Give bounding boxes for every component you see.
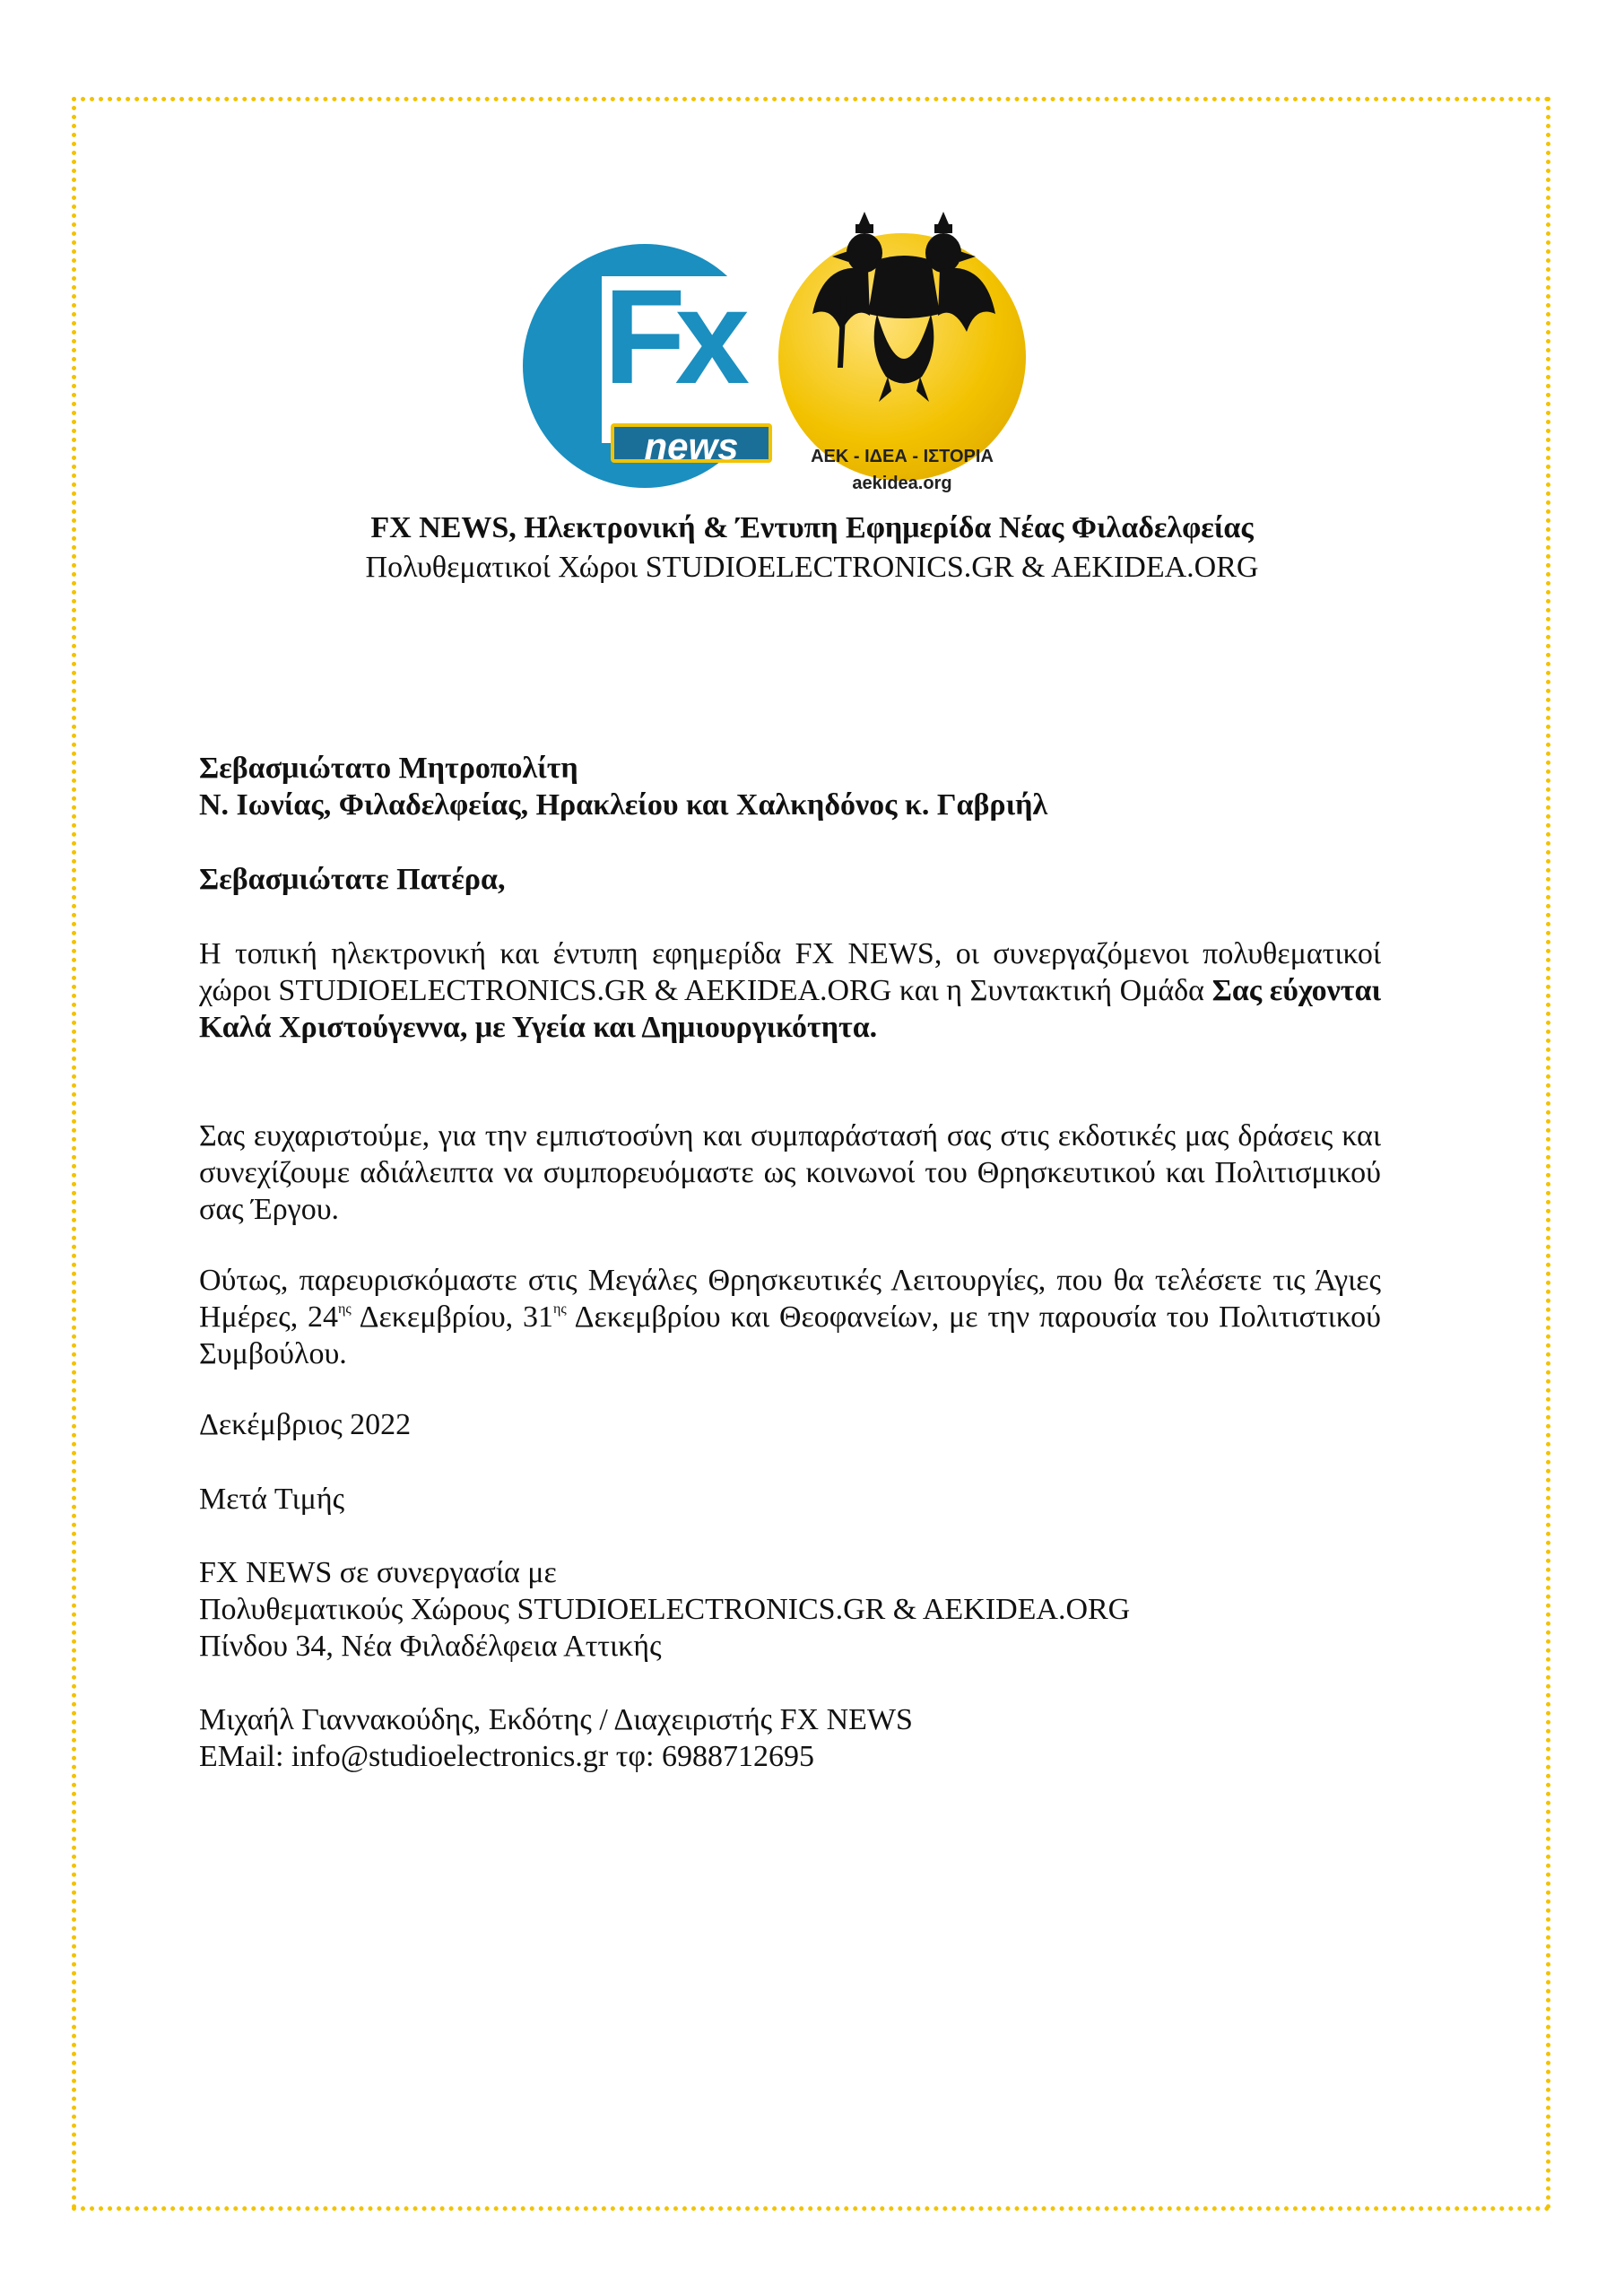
signature-line: FX NEWS σε συνεργασία με bbox=[199, 1556, 557, 1589]
paragraph-wishes-text bbox=[199, 935, 1381, 1046]
fx-logo-news-label: news bbox=[611, 423, 772, 463]
closing-text: Μετά Τιμής bbox=[199, 1483, 345, 1516]
paragraph-wishes bbox=[199, 935, 1381, 1046]
fx-news-logo bbox=[523, 244, 767, 488]
ordinal-suffix: ης bbox=[338, 1301, 352, 1317]
paragraph-attendance-text bbox=[199, 1262, 1381, 1372]
header-logos bbox=[523, 197, 1043, 493]
contact-line: Μιχαήλ Γιαννακούδης, Εκδότης / Διαχειριστής FX NEWS bbox=[199, 1703, 913, 1736]
paragraph-attendance bbox=[199, 1262, 1381, 1372]
recipient-block bbox=[199, 750, 1381, 823]
recipient-line: Σεβασμιώτατο Μητροπολίτη bbox=[199, 752, 578, 785]
attendance-text-part: Ούτως, παρευρισκόμαστε στις Μεγάλες Θρησκευτικές Λειτουργίες, που θα τελέσετε τις Άγιες Ημέρες, 24 bbox=[199, 1264, 1381, 1334]
aek-idea-logo bbox=[778, 197, 1029, 493]
attendance-text-part: Δεκεμβρίου, 31 bbox=[351, 1300, 553, 1334]
recipient-line: Ν. Ιωνίας, Φιλαδελφείας, Ηρακλείου και Χαλκηδόνος κ. Γαβριήλ bbox=[199, 788, 1048, 822]
contact-block bbox=[199, 1701, 1381, 1775]
signature-line: Πίνδου 34, Νέα Φιλαδέλφεια Αττικής bbox=[199, 1630, 662, 1663]
ordinal-suffix: ης bbox=[552, 1301, 567, 1317]
letter-date-text: Δεκέμβριος 2022 bbox=[199, 1408, 412, 1441]
wishes-normal-text: Η τοπική ηλεκτρονική και έντυπη εφημερίδα FX NEWS, οι συνεργαζόμενοι πολυθεματικοί χώροι STUDIOELECTRONICS.GR & AEKIDEA.ORG και η Συντακτική Ομάδα bbox=[199, 937, 1381, 1007]
wishes-bold-text: Σας εύχονται Καλά Χριστούγεννα, με Υγεία και Δημιουργικότητα. bbox=[199, 974, 1382, 1044]
attendance-text-part: Δεκεμβρίου και Θεοφανείων, με την παρουσία του Πολιτιστικού Συμβούλου. bbox=[199, 1300, 1381, 1370]
letter-date bbox=[199, 1406, 1381, 1443]
contact-line: EMail: info@studioelectronics.gr τφ: 6988712695 bbox=[199, 1740, 814, 1773]
signature-block bbox=[199, 1554, 1381, 1665]
salutation-text: Σεβασμιώτατε Πατέρα, bbox=[199, 863, 506, 896]
letterhead-title: FX NEWS, Ηλεκτρονική & Έντυπη Εφημερίδα Νέας Φιλαδελφείας bbox=[370, 511, 1254, 544]
salutation bbox=[199, 861, 1381, 898]
double-headed-eagle-icon bbox=[805, 197, 1003, 430]
fx-logo-letters: Fx bbox=[604, 261, 740, 412]
signature-line: Πολυθεματικούς Χώρους STUDIOELECTRONICS.GR & AEKIDEA.ORG bbox=[199, 1593, 1131, 1626]
letterhead-subtitle: Πολυθεματικοί Χώροι STUDIOELECTRONICS.GR & AEKIDEA.ORG bbox=[365, 551, 1259, 584]
paragraph-thanks bbox=[199, 1118, 1381, 1228]
paragraph-thanks-text: Σας ευχαριστούμε, για την εμπιστοσύνη και συμπαράστασή σας στις εκδοτικές μας δράσεις και συνεχίζουμε αδιάλειπτα να συμπορευόμαστε ως κοινωνοί του Θρησκευτικού και Πολιτισμικού σας Έργου. bbox=[199, 1119, 1381, 1226]
aek-logo-caption: ΑΕΚ - ΙΔΕΑ - ΙΣΤΟΡΙΑ bbox=[811, 447, 994, 466]
aek-logo-url: aekidea.org bbox=[852, 474, 952, 493]
closing bbox=[199, 1481, 1381, 1518]
